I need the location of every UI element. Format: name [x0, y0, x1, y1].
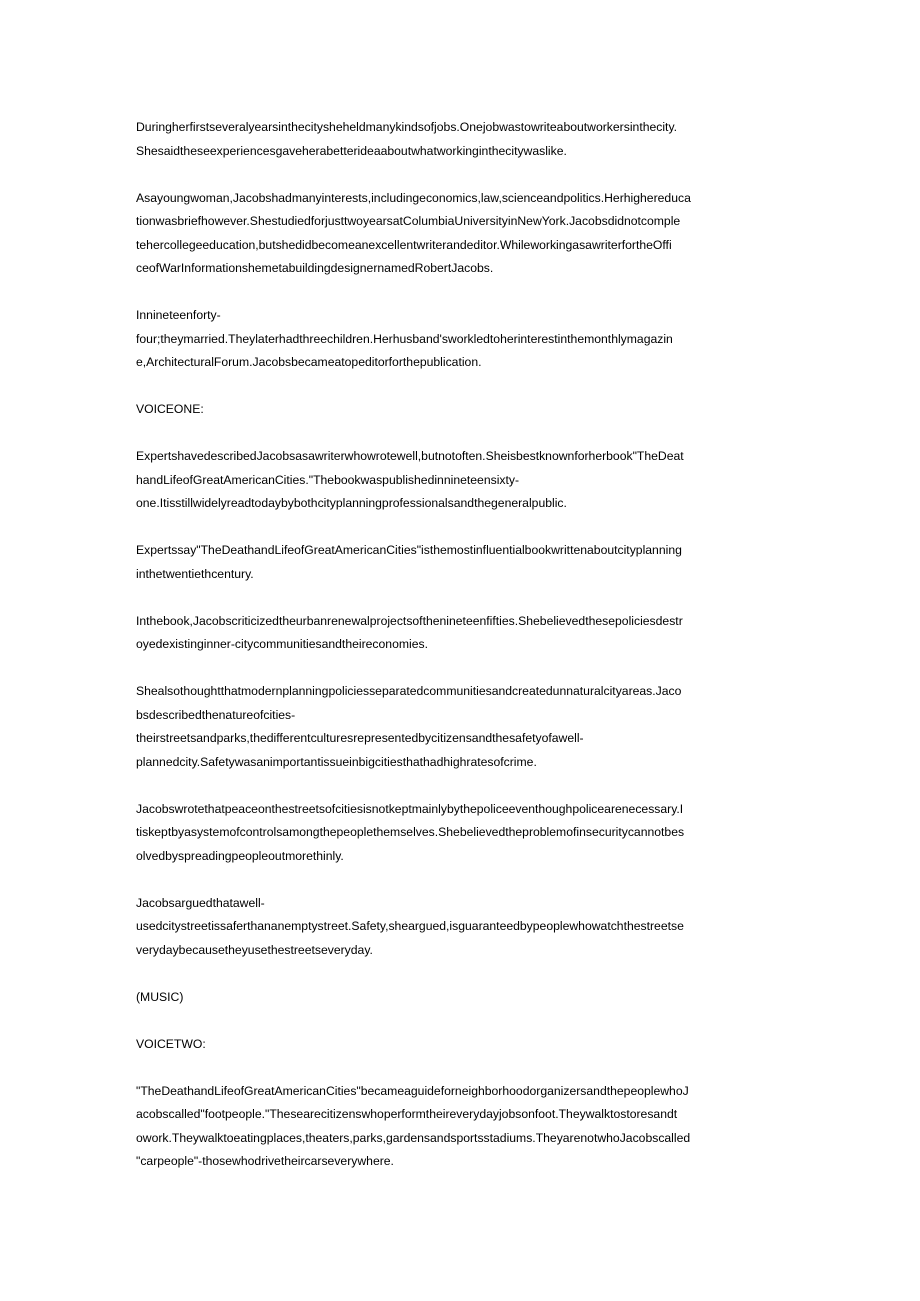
text-line: VOICEONE:: [136, 402, 204, 416]
text-line: four;theymarried.Theylaterhadthreechildren.Herhusband'sworkledtoherinterestinthemonthlymagazin: [136, 331, 673, 346]
paragraph: [136, 680, 784, 774]
document-body: [136, 116, 784, 1197]
text-line: handLifeofGreatAmericanCities."Thebookwaspublishedinnineteensixty-: [136, 472, 520, 487]
text-line: plannedcity.Safetywasanimportantissueinbigcitiesthathadhighratesofcrime.: [136, 754, 537, 769]
stage-direction: [136, 986, 784, 1010]
text-line: (MUSIC): [136, 989, 184, 1004]
text-line: e,ArchitecturalForum.Jacobsbecameatopeditorforthepublication.: [136, 355, 482, 369]
paragraph: [136, 892, 784, 963]
text-line: tehercollegeeducation,butshedidbecomeanexcellentwriterandeditor.WhileworkingasawriterfortheOffi: [136, 237, 672, 252]
text-line: olvedbyspreadingpeopleoutmorethinly.: [136, 848, 344, 863]
text-line: one.Itisstillwidelyreadtodaybybothcityplanningprofessionalsandthegeneralpublic.: [136, 496, 567, 510]
text-line: Duringherfirstseveralyearsinthecitysheheldmanykindsofjobs.Onejobwastowriteaboutworkersinthecity.: [136, 120, 678, 134]
text-line: "TheDeathandLifeofGreatAmericanCities"becameaguideforneighborhoodorganizersandthepeoplewhoJ: [136, 1083, 689, 1098]
text-line: Asayoungwoman,Jacobshadmanyinterests,includingeconomics,law,scienceandpolitics.Herhighereduca: [136, 190, 691, 205]
text-line: tiskeptbyasystemofcontrolsamongthepeoplethemselves.Shebelievedtheproblemofinsecuritycannotbes: [136, 825, 685, 839]
text-line: Expertssay"TheDeathandLifeofGreatAmericanCities"isthemostinfluentialbookwrittenaboutcityplanning: [136, 543, 682, 557]
text-line: verydaybecausetheyusethestreetseveryday.: [136, 942, 373, 957]
text-line: Shealsothoughtthatmodernplanningpoliciesseparatedcommunitiesandcreatedunnaturalcityareas.Jaco: [136, 684, 682, 698]
paragraph: [136, 445, 784, 516]
text-line: ExpertshavedescribedJacobsasawriterwhowrotewell,butnotoften.Sheisbestknownforherbook"TheDeat: [136, 449, 684, 463]
text-line: Jacobsarguedthatawell-: [136, 895, 265, 910]
text-line: tionwasbriefhowever.ShestudiedforjusttwoyearsatColumbiaUniversityinNewYork.Jacobsdidnotcomple: [136, 214, 681, 228]
text-line: Shesaidtheseexperiencesgaveherabetterideaaboutwhatworkinginthecitywaslike.: [136, 143, 567, 158]
text-line: inthetwentiethcentury.: [136, 566, 254, 581]
text-line: oyedexistinginner-citycommunitiesandtheireconomies.: [136, 637, 428, 651]
text-line: bsdescribedthenatureofcities-: [136, 707, 296, 722]
text-line: owork.Theywalktoeatingplaces,theaters,parks,gardensandsportsstadiums.TheyarenotwhoJacobscalled: [136, 1130, 691, 1145]
text-line: usedcitystreetissaferthananemptystreet.Safety,sheargued,isguaranteedbypeoplewhowatchthestreetse: [136, 919, 684, 933]
paragraph: [136, 798, 784, 869]
speaker-heading: [136, 398, 784, 422]
text-line: Inthebook,Jacobscriticizedtheurbanrenewalprojectsofthenineteenfifties.Shebelievedthesepoliciesdestr: [136, 613, 683, 628]
paragraph: [136, 1080, 784, 1174]
paragraph: [136, 539, 784, 586]
text-line: VOICETWO:: [136, 1036, 206, 1051]
text-line: acobscalled"footpeople."Thesearecitizenswhoperformtheireverydayjobsonfoot.Theywalktostoresandt: [136, 1107, 678, 1121]
paragraph: [136, 116, 784, 163]
text-line: ceofWarInformationshemetabuildingdesignernamedRobertJacobs.: [136, 261, 494, 275]
paragraph: [136, 304, 784, 375]
text-line: Innineteenforty-: [136, 308, 221, 322]
paragraph: [136, 187, 784, 281]
speaker-heading: [136, 1033, 784, 1057]
paragraph: [136, 610, 784, 657]
text-line: Jacobswrotethatpeaceonthestreetsofcitiesisnotkeptmainlybythepoliceeventhoughpolicearenecessary.I: [136, 801, 684, 816]
text-line: theirstreetsandparks,thedifferentculturesrepresentedbycitizensandthesafetyofawell-: [136, 731, 584, 745]
text-line: "carpeople"-thosewhodrivetheircarseverywhere.: [136, 1154, 394, 1168]
